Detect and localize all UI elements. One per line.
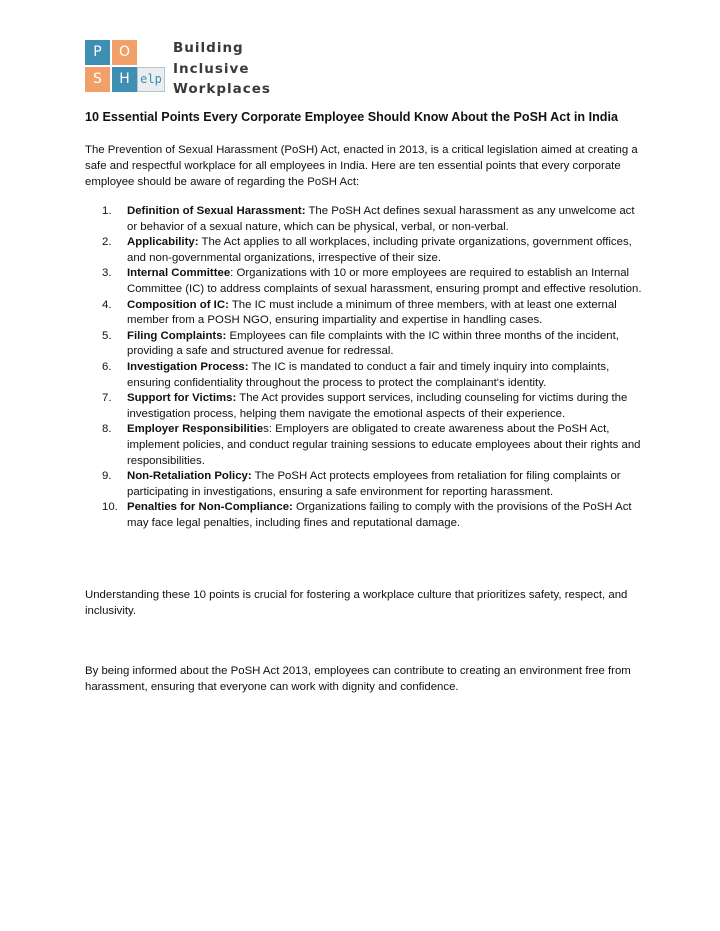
list-item-term: Definition of Sexual Harassment: [127, 205, 306, 217]
conclusion-paragraph-1: Understanding these 10 points is crucial for fostering a workplace culture that prioritizes safety, respect, and inclusivity. [85, 589, 628, 617]
list-item-text: The Act applies to all workplaces, including private organizations, government offices, and non-governmental organizations, irrespective of their size. [127, 236, 632, 264]
logo-letter-s: S [85, 67, 110, 92]
list-item-term: Penalties for Non-Compliance: [127, 501, 293, 514]
conclusion-paragraph-2: By being informed about the PoSH Act 2013, employees can contribute to creating an environment free from harassment, ensuring that everyone can work with dignity and confidence. [85, 665, 631, 693]
list-item [85, 329, 645, 360]
list-item-number: 3. [102, 267, 112, 280]
posh-help-logo [85, 40, 275, 100]
logo-tagline [173, 38, 283, 100]
list-item-term: Composition of IC: [127, 298, 229, 311]
list-item-term: Non-Retaliation Policy: [127, 470, 252, 483]
list-item-text: The PoSH Act protects employees from retaliation for filing complaints or participating in investigations, ensuring a safe environment for reporting harassment. [127, 470, 621, 498]
list-item-text: : Organizations with 10 or more employees are required to establish an Internal Committee (IC) to address complaints of sexual harassment, ensuring prompt and effective resolution. [127, 267, 642, 295]
list-item [85, 469, 645, 500]
logo-mark [85, 40, 167, 94]
document-title: 10 Essential Points Every Corporate Employee Should Know About the PoSH Act in India [85, 110, 618, 124]
list-item [85, 235, 645, 266]
list-item [85, 360, 645, 391]
list-item-text: The Act provides support services, including counseling for victims during the investigation process, helping them navigate the emotional aspects of their experience. [127, 392, 628, 420]
list-item [85, 391, 645, 422]
list-item-term: Employer Responsibilitie [127, 423, 264, 436]
list-item-number: 4. [102, 298, 112, 311]
list-item-number: 7. [102, 392, 112, 405]
list-item-text: The PoSH Act defines sexual harassment as any unwelcome act or behavior of a sexual nature, which can be physical, verbal, or non-verbal. [127, 205, 635, 233]
list-item-term: Internal Committee [127, 267, 231, 280]
logo-letters-elp: elp [137, 67, 165, 92]
list-item-text: Organizations failing to comply with the provisions of the PoSH Act may face legal penalties, including fines and reputational damage. [127, 501, 632, 529]
list-item-text: The IC must include a minimum of three members, with at least one external member from a POSH NGO, ensuring impartiality and expertise in handling cases. [127, 298, 617, 327]
list-item [85, 298, 645, 329]
list-item [85, 422, 645, 469]
logo-letter-o: O [112, 40, 137, 65]
list-item-number: 1. [102, 205, 112, 217]
list-item-text: s: Employers are obligated to create awareness about the PoSH Act, implement policies, and conduct regular training sessions to educate employees about their rights and responsibilities. [127, 423, 641, 467]
list-item-number: 8. [102, 423, 112, 436]
list-item-term: Investigation Process: [127, 360, 249, 373]
logo-letter-h: H [112, 67, 137, 92]
list-item-number: 5. [102, 329, 112, 342]
list-item [85, 500, 645, 531]
tagline-line: Building [173, 40, 244, 56]
essential-points-list [85, 204, 645, 531]
list-item [85, 204, 645, 235]
list-item-text: Employees can file complaints with the IC within three months of the incident, providing a safe and structured avenue for redressal. [127, 329, 619, 358]
tagline-line: Inclusive [173, 60, 250, 77]
logo-letter-p: P [85, 40, 110, 65]
list-item-number: 10. [102, 501, 118, 514]
intro-paragraph: The Prevention of Sexual Harassment (PoSH) Act, enacted in 2013, is a critical legislation aimed at creating a safe and respectful workplace for all employees in India. Here are ten essential points that every corporate employee should be aware of regarding the PoSH Act: [85, 144, 638, 188]
list-item-text: The IC is mandated to conduct a fair and timely inquiry into complaints, ensuring confidentiality throughout the process to protect the complainant's identity. [127, 360, 610, 389]
list-item-term: Support for Victims: [127, 392, 237, 405]
list-item-number: 9. [102, 470, 112, 483]
list-item-term: Applicability: [127, 236, 199, 249]
list-item-number: 6. [102, 360, 112, 373]
list-item [85, 266, 645, 297]
list-item-term: Filing Complaints: [127, 329, 227, 342]
tagline-line: Workplaces [173, 81, 271, 97]
list-item-number: 2. [102, 236, 112, 249]
